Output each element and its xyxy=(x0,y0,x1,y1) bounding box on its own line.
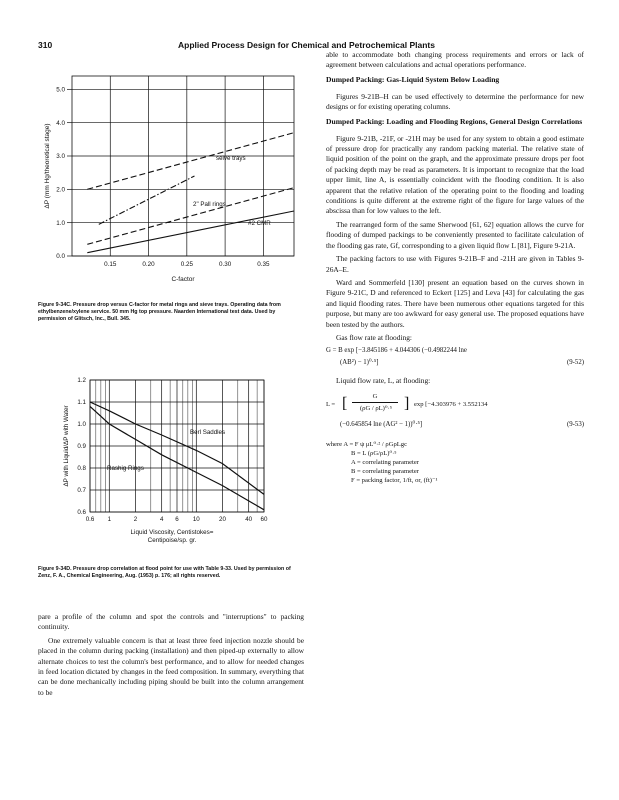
figure-c-xtick-label: 0.20 xyxy=(142,261,155,268)
figure-d-gridlines xyxy=(90,380,264,512)
figure-d-xtick-label: 20 xyxy=(219,516,226,523)
figure-c-xtick-label: 0.30 xyxy=(218,261,232,268)
where-definitions xyxy=(326,440,584,485)
figure-d-xtick-label: 40 xyxy=(245,516,253,523)
equation-9-53-bracket-right: ] xyxy=(404,394,410,412)
section-heading-flooding: Dumped Packing: Loading and Flooding Regions, General Design Correlations xyxy=(326,116,583,126)
figure-d-xlabel-line2: Centipoise/sp. gr. xyxy=(147,537,197,544)
figure-d-xtick-label: 1 xyxy=(107,516,112,523)
figure-c-gridlines xyxy=(67,76,294,256)
figure-d-xtick-label: 60 xyxy=(260,516,268,523)
figure-c-ytick-label: 5.0 xyxy=(56,86,65,94)
equation-9-52-line2 xyxy=(326,358,584,370)
figure-c-xtick-label: 0.15 xyxy=(104,261,117,268)
figure-d-xtick-label: 0.6 xyxy=(85,516,95,523)
figure-c-tick-labels xyxy=(56,87,270,268)
right-paragraph-6: Gas flow rate at flooding: xyxy=(336,332,412,342)
figure-c-annotation-pall-rings: 2" Pall rings xyxy=(193,201,226,208)
figure-d-xtick-label: 6 xyxy=(175,516,179,523)
figure-c-series-line-3 xyxy=(87,188,294,245)
section-heading-below-loading: Dumped Packing: Gas-Liquid System Below Loading xyxy=(326,74,500,84)
left-paragraph-1: pare a profile of the column and spot the controls and "interruptions" to packing continuity. xyxy=(38,612,304,632)
figure-c-ytick-label: 2.0 xyxy=(56,186,65,194)
definition-b-parameter: B = correlating parameter xyxy=(351,467,419,475)
right-column-text xyxy=(326,50,584,485)
figure-c-ylabel: ΔP (mm Hg/theoretical stage) xyxy=(44,123,51,209)
figure-c-ytick-label: 1.0 xyxy=(56,219,65,227)
figure-d-annotation-rashig-rings: Rashig Rings xyxy=(107,465,144,472)
figure-d-xtick-label: 4 xyxy=(159,516,164,523)
equation-9-53-denominator: (ρG / ρL)⁰·⁵ xyxy=(359,404,393,412)
right-paragraph-4: The packing factors to use with Figures 9-21B–F and -21H are given in Tables 9-26A–E. xyxy=(326,254,584,274)
figure-d-ylabel: ΔP with Liquid/ΔP with Water xyxy=(63,405,70,487)
page-number: 310 xyxy=(38,40,53,50)
figure-d-ytick-label: 1.0 xyxy=(77,421,86,429)
figure-c-plot-frame xyxy=(72,76,294,256)
figure-d-ytick-label: 1.2 xyxy=(77,377,86,385)
figure-c-annotation-cmr: #2 CMR xyxy=(248,220,271,227)
equation-9-53-line2 xyxy=(326,420,584,432)
equation-9-53-text-2: (−0.645854 lne (AG² − 1))⁰·⁵] xyxy=(340,420,423,428)
figure-d-ytick-label: 0.6 xyxy=(77,509,86,517)
figure-d-ytick-label: 0.9 xyxy=(77,443,86,451)
figure-c-ytick-label: 3.0 xyxy=(56,153,65,161)
figure-c-series-line-1 xyxy=(99,176,195,224)
figure-d-xtick-label: 10 xyxy=(192,516,200,523)
right-paragraph-7: Liquid flow rate, L, at flooding: xyxy=(336,376,431,386)
figure-c-series xyxy=(87,133,294,253)
equation-9-53-rhs: exp [−4.303976 + 3.552134 xyxy=(414,400,488,408)
figure-9-34c-chart xyxy=(38,60,306,300)
equation-9-53-lhs: L = xyxy=(326,400,336,408)
figure-d-ytick-label: 1.1 xyxy=(77,399,86,407)
right-paragraph-1: Figures 9-21B–H can be used effectively to determine the performance for new designs or for existing operating columns. xyxy=(326,91,584,112)
right-paragraph-2: Figure 9-21B, -21F, or -21H may be used for any system to obtain a good estimate of pressure drop for practically any random packing material. The relative state of liquid position of the point on the graph, and the approximate pressure drops per foot of packing depth may be read as parameters. It is important to recognize that the load upper limit, line A, is essentially coincident with the flooding condition. It is also apparent that the relative relation of the operating point to the flooding and loading conditions is quite different at the extreme right of the figure for large values of the abscissa than for low values to the left. xyxy=(326,133,584,216)
figure-c-xtick-label: 0.25 xyxy=(180,261,193,268)
figure-9-34c-caption: Figure 9-34C. Pressure drop versus C-factor for metal rings and sieve trays. Operating data from ethylbenzene/xylene service. 50 mm Hg top pressure. Naarden International test data. Used by permission of Glitsch, Inc., Bull. 345. xyxy=(38,302,281,323)
definition-where-a: where A = F ψ μL⁰·² / ρGρLgc xyxy=(326,440,407,448)
left-paragraph-2: One extremely valuable concern is that at least three feed injection nozzle should be placed in the column during packing (installation) and then piped-up externally to allow alternate choices to test the column's best performance, and to allow for needed changes in feed location dictated by changes in the feed composition. In summary, everything that can be done mechanically including piping should be built into the column arrangement to be xyxy=(38,635,304,697)
figure-d-annotation-berl-saddles: Berl Saddles xyxy=(190,429,226,436)
definition-f: F = packing factor, 1/ft, or, (ft)⁻¹ xyxy=(351,476,438,484)
equation-9-53-numerator: G xyxy=(352,392,398,403)
equation-9-53-bracket-left: [ xyxy=(342,394,348,412)
figure-d-tick-labels xyxy=(77,377,268,523)
equation-9-53 xyxy=(326,390,584,420)
running-title: Applied Process Design for Chemical and Petrochemical Plants xyxy=(178,40,435,50)
figure-9-34d-caption: Figure 9-34D. Pressure drop correlation at flood point for use with Table 9-33. Used by permission of Zenz, F. A., Chemical Engineering, Aug. (1953) p. 176; all rights reserved. xyxy=(38,566,291,580)
figure-d-ytick-label: 0.7 xyxy=(77,487,86,495)
figure-d-xlabel-line1: Liquid Viscosity, Centistokes= xyxy=(130,529,214,536)
figure-c-annotation-sieve-trays: seive trays xyxy=(216,155,246,162)
figure-c-series-line-2 xyxy=(87,211,294,253)
equation-9-52-text-1: G = B exp [−3.845186 + 4.044306 (−0.4982244 lne xyxy=(326,347,467,355)
figure-d-ytick-label: 0.8 xyxy=(77,465,86,473)
figure-9-34d-chart xyxy=(60,374,280,554)
right-paragraph-0: able to accommodate both changing process requirements and errors or lack of agreement between calculations and actual operations performance. xyxy=(326,50,584,70)
figure-c-ytick-label: 0.0 xyxy=(56,253,65,261)
definition-a-parameter: A = correlating parameter xyxy=(351,458,419,466)
figure-d-xtick-label: 2 xyxy=(133,516,138,523)
right-paragraph-3: The rearranged form of the same Sherwood [61, 62] equation allows the curve for flooding of dumped packings to be conveniently presented to facilitate calculation of the flooding gas rate, Gf, corresponding to a given liquid flow L [81], Figure 9-21A. xyxy=(326,219,584,250)
figure-c-xlabel: C-factor xyxy=(171,276,195,283)
equation-9-53-number: (9-53) xyxy=(567,420,584,428)
figure-c-ytick-label: 4.0 xyxy=(56,119,65,127)
equation-9-52-line1 xyxy=(326,346,584,358)
right-paragraph-5: Ward and Sommerfeld [130] present an equation based on the curves shown in Figure 9-21C, D and referenced to Eckert [125] and Leva [43] for calculating the gas and liquid flooding rates. There have been numerous other equations targeted for this purpose, but many are too awkward for easy general use. The proposed equations have been tested by the authors. xyxy=(326,277,584,329)
figure-c-xtick-label: 0.35 xyxy=(257,261,270,268)
left-column-text xyxy=(38,612,304,701)
equation-9-52-number: (9-52) xyxy=(567,359,584,367)
definition-b: B = L (ρG/ρL)⁰·⁵ xyxy=(351,449,397,457)
equation-9-52-text-2: (AB²) − 1)⁰·⁵] xyxy=(340,359,379,367)
figure-c-series-line-0 xyxy=(87,133,294,190)
